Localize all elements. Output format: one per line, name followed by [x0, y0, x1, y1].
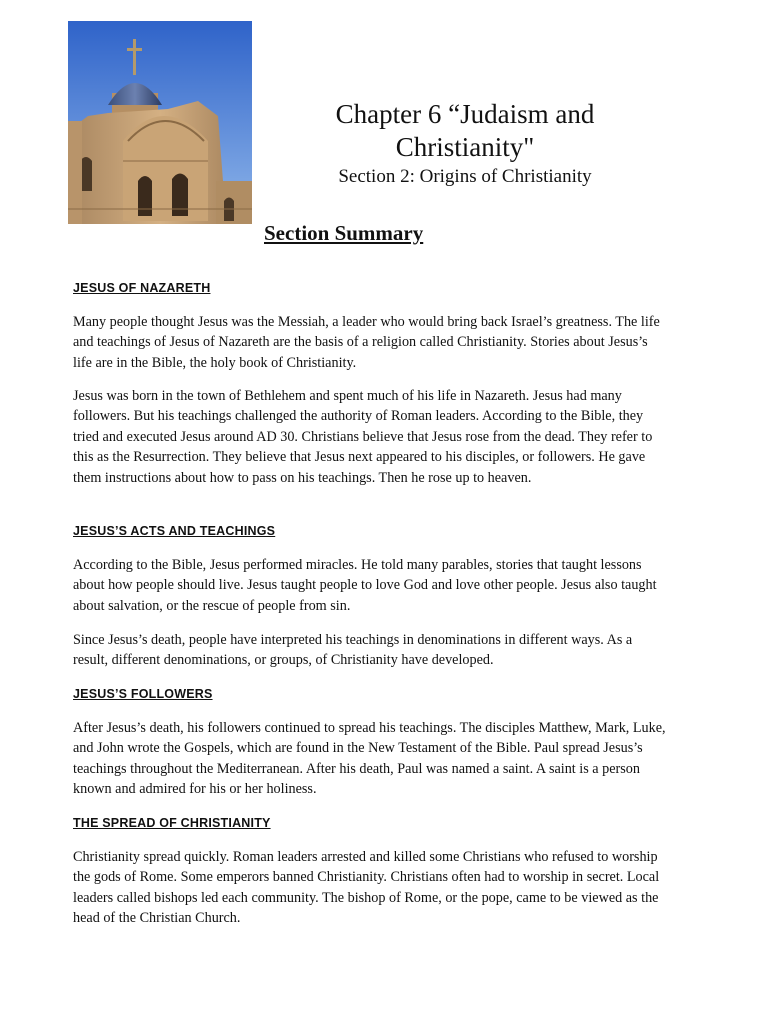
section-heading-jesus-of-nazareth: JESUS OF NAZARETH [73, 281, 211, 295]
church-photo [68, 21, 252, 224]
chapter-title: Chapter 6 “Judaism and Christianity" [335, 99, 595, 162]
section-heading-acts-and-teachings: JESUS’S ACTS AND TEACHINGS [73, 524, 276, 538]
paragraph: Jesus was born in the town of Bethlehem and spent much of his life in Nazareth. Jesus had many followers. But his teachings challenged the authority of Roman leaders. According to the Bible, they tried and executed Jesus around AD 30. Christians believe that Jesus rose from the dead. They refer to this as the Resurrection. They believe that Jesus next appeared to his disciples, or followers. He gave them instructions about how to pass on his teachings. Then he rose up to heaven. [73, 388, 653, 486]
paragraph: Since Jesus’s death, people have interpreted his teachings in denominations in different ways. As a result, different denominations, or groups, of Christianity have developed. [73, 632, 633, 669]
summary-heading: Section Summary [264, 221, 424, 245]
section-subtitle: Section 2: Origins of Christianity [338, 166, 592, 187]
paragraph: According to the Bible, Jesus performed miracles. He told many parables, stories that taught lessons about how people should live. Jesus taught people to love God and love other people. Jesus also taught about salvation, or the rescue of people from sin. [73, 557, 657, 614]
paragraph: After Jesus’s death, his followers continued to spread his teachings. The disciples Matthew, Mark, Luke, and John wrote the Gospels, which are found in the New Testament of the Bible. Paul spread Jesus’s teachings throughout the Mediterranean. After his death, Paul was named a saint. A saint is a person known and admired for his or her holiness. [73, 720, 666, 798]
section-heading-spread: THE SPREAD OF CHRISTIANITY [73, 816, 271, 830]
section-heading-followers: JESUS’S FOLLOWERS [73, 687, 213, 701]
paragraph: Many people thought Jesus was the Messiah, a leader who would bring back Israel’s greatness. The life and teachings of Jesus of Nazareth are the basis of a religion called Christianity. Stories about Jesus’s life are in the Bible, the holy book of Christianity. [73, 314, 660, 371]
paragraph: Christianity spread quickly. Roman leaders arrested and killed some Christians who refused to worship the gods of Rome. Some emperors banned Christianity. Christians often had to worship in secret. Local leaders called bishops led each community. The bishop of Rome, or the pope, came to be viewed as the head of the Christian Church. [73, 849, 660, 927]
